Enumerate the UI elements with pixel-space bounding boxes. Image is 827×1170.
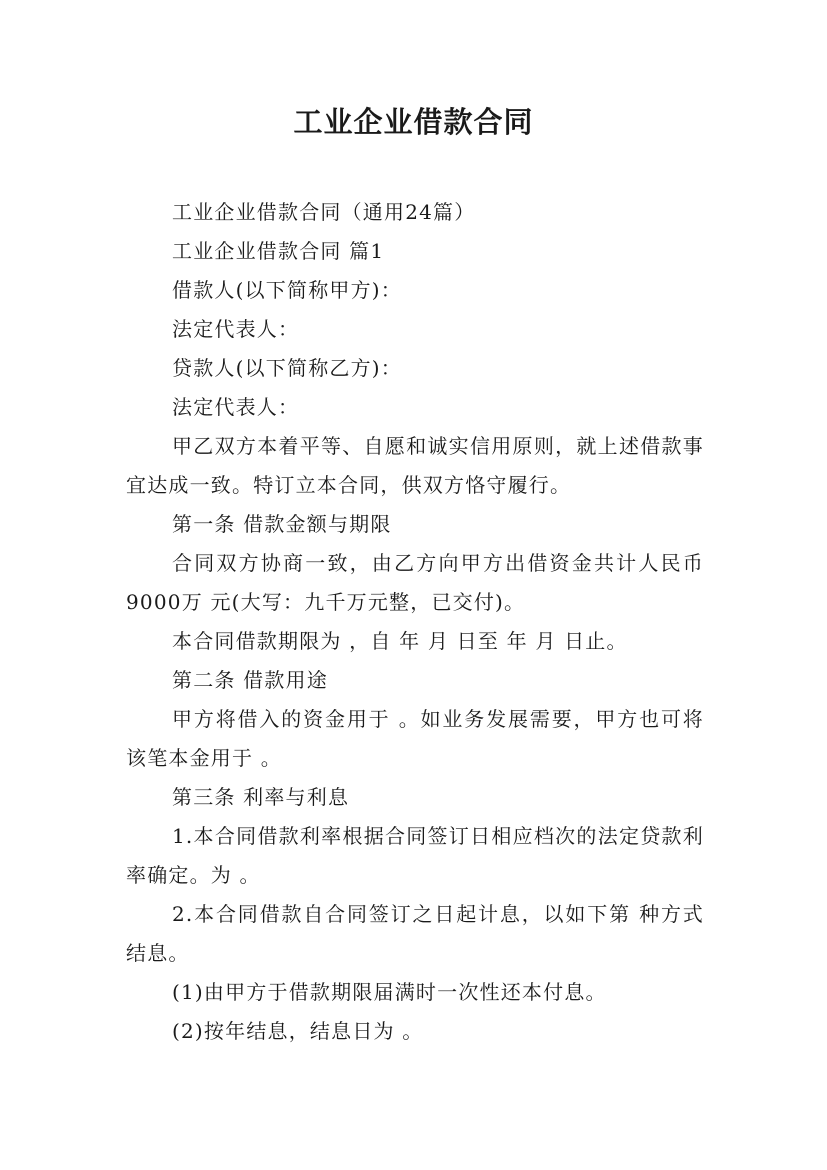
paragraph-article-3-option-2: (2)按年结息，结息日为 。: [172, 1019, 424, 1043]
paragraph-article-1-term: 本合同借款期限为 ，自 年 月 日至 年 月 日止。: [172, 629, 628, 653]
paragraph-heading-general: 工业企业借款合同（通用24篇）: [172, 200, 476, 224]
paragraph-article-3-rate: 1.本合同借款利率根据合同签订日相应档次的法定贷款利率确定。为 。: [126, 824, 704, 887]
paragraph-borrower-representative: 法定代表人：: [172, 317, 300, 341]
paragraph-article-1-title: 第一条 借款金额与期限: [172, 512, 392, 536]
document-body: [126, 193, 704, 1051]
paragraph-article-3-option-1: (1)由甲方于借款期限届满时一次性还本付息。: [172, 980, 607, 1004]
paragraph-borrower: 借款人(以下简称甲方)：: [172, 278, 403, 302]
paragraph-article-3-interest-start: 2.本合同借款自合同签订之日起计息，以如下第 种方式结息。: [126, 902, 704, 965]
paragraph-article-1-amount: 合同双方协商一致，由乙方向甲方出借资金共计人民币9000万 元(大写：九千万元整，已交付)。: [126, 551, 704, 614]
paragraph-preamble: 甲乙双方本着平等、自愿和诚实信用原则，就上述借款事宜达成一致。特订立本合同，供双方恪守履行。: [126, 434, 704, 497]
document-title: 工业企业借款合同: [293, 105, 534, 139]
paragraph-article-2-title: 第二条 借款用途: [172, 668, 328, 692]
paragraph-lender-representative: 法定代表人：: [172, 395, 300, 419]
paragraph-chapter-title: 工业企业借款合同 篇1: [172, 239, 385, 263]
paragraph-article-2-purpose: 甲方将借入的资金用于 。如业务发展需要，甲方也可将该笔本金用于 。: [126, 707, 704, 770]
paragraph-article-3-title: 第三条 利率与利息: [172, 785, 350, 809]
paragraph-lender: 贷款人(以下简称乙方)：: [172, 356, 403, 380]
